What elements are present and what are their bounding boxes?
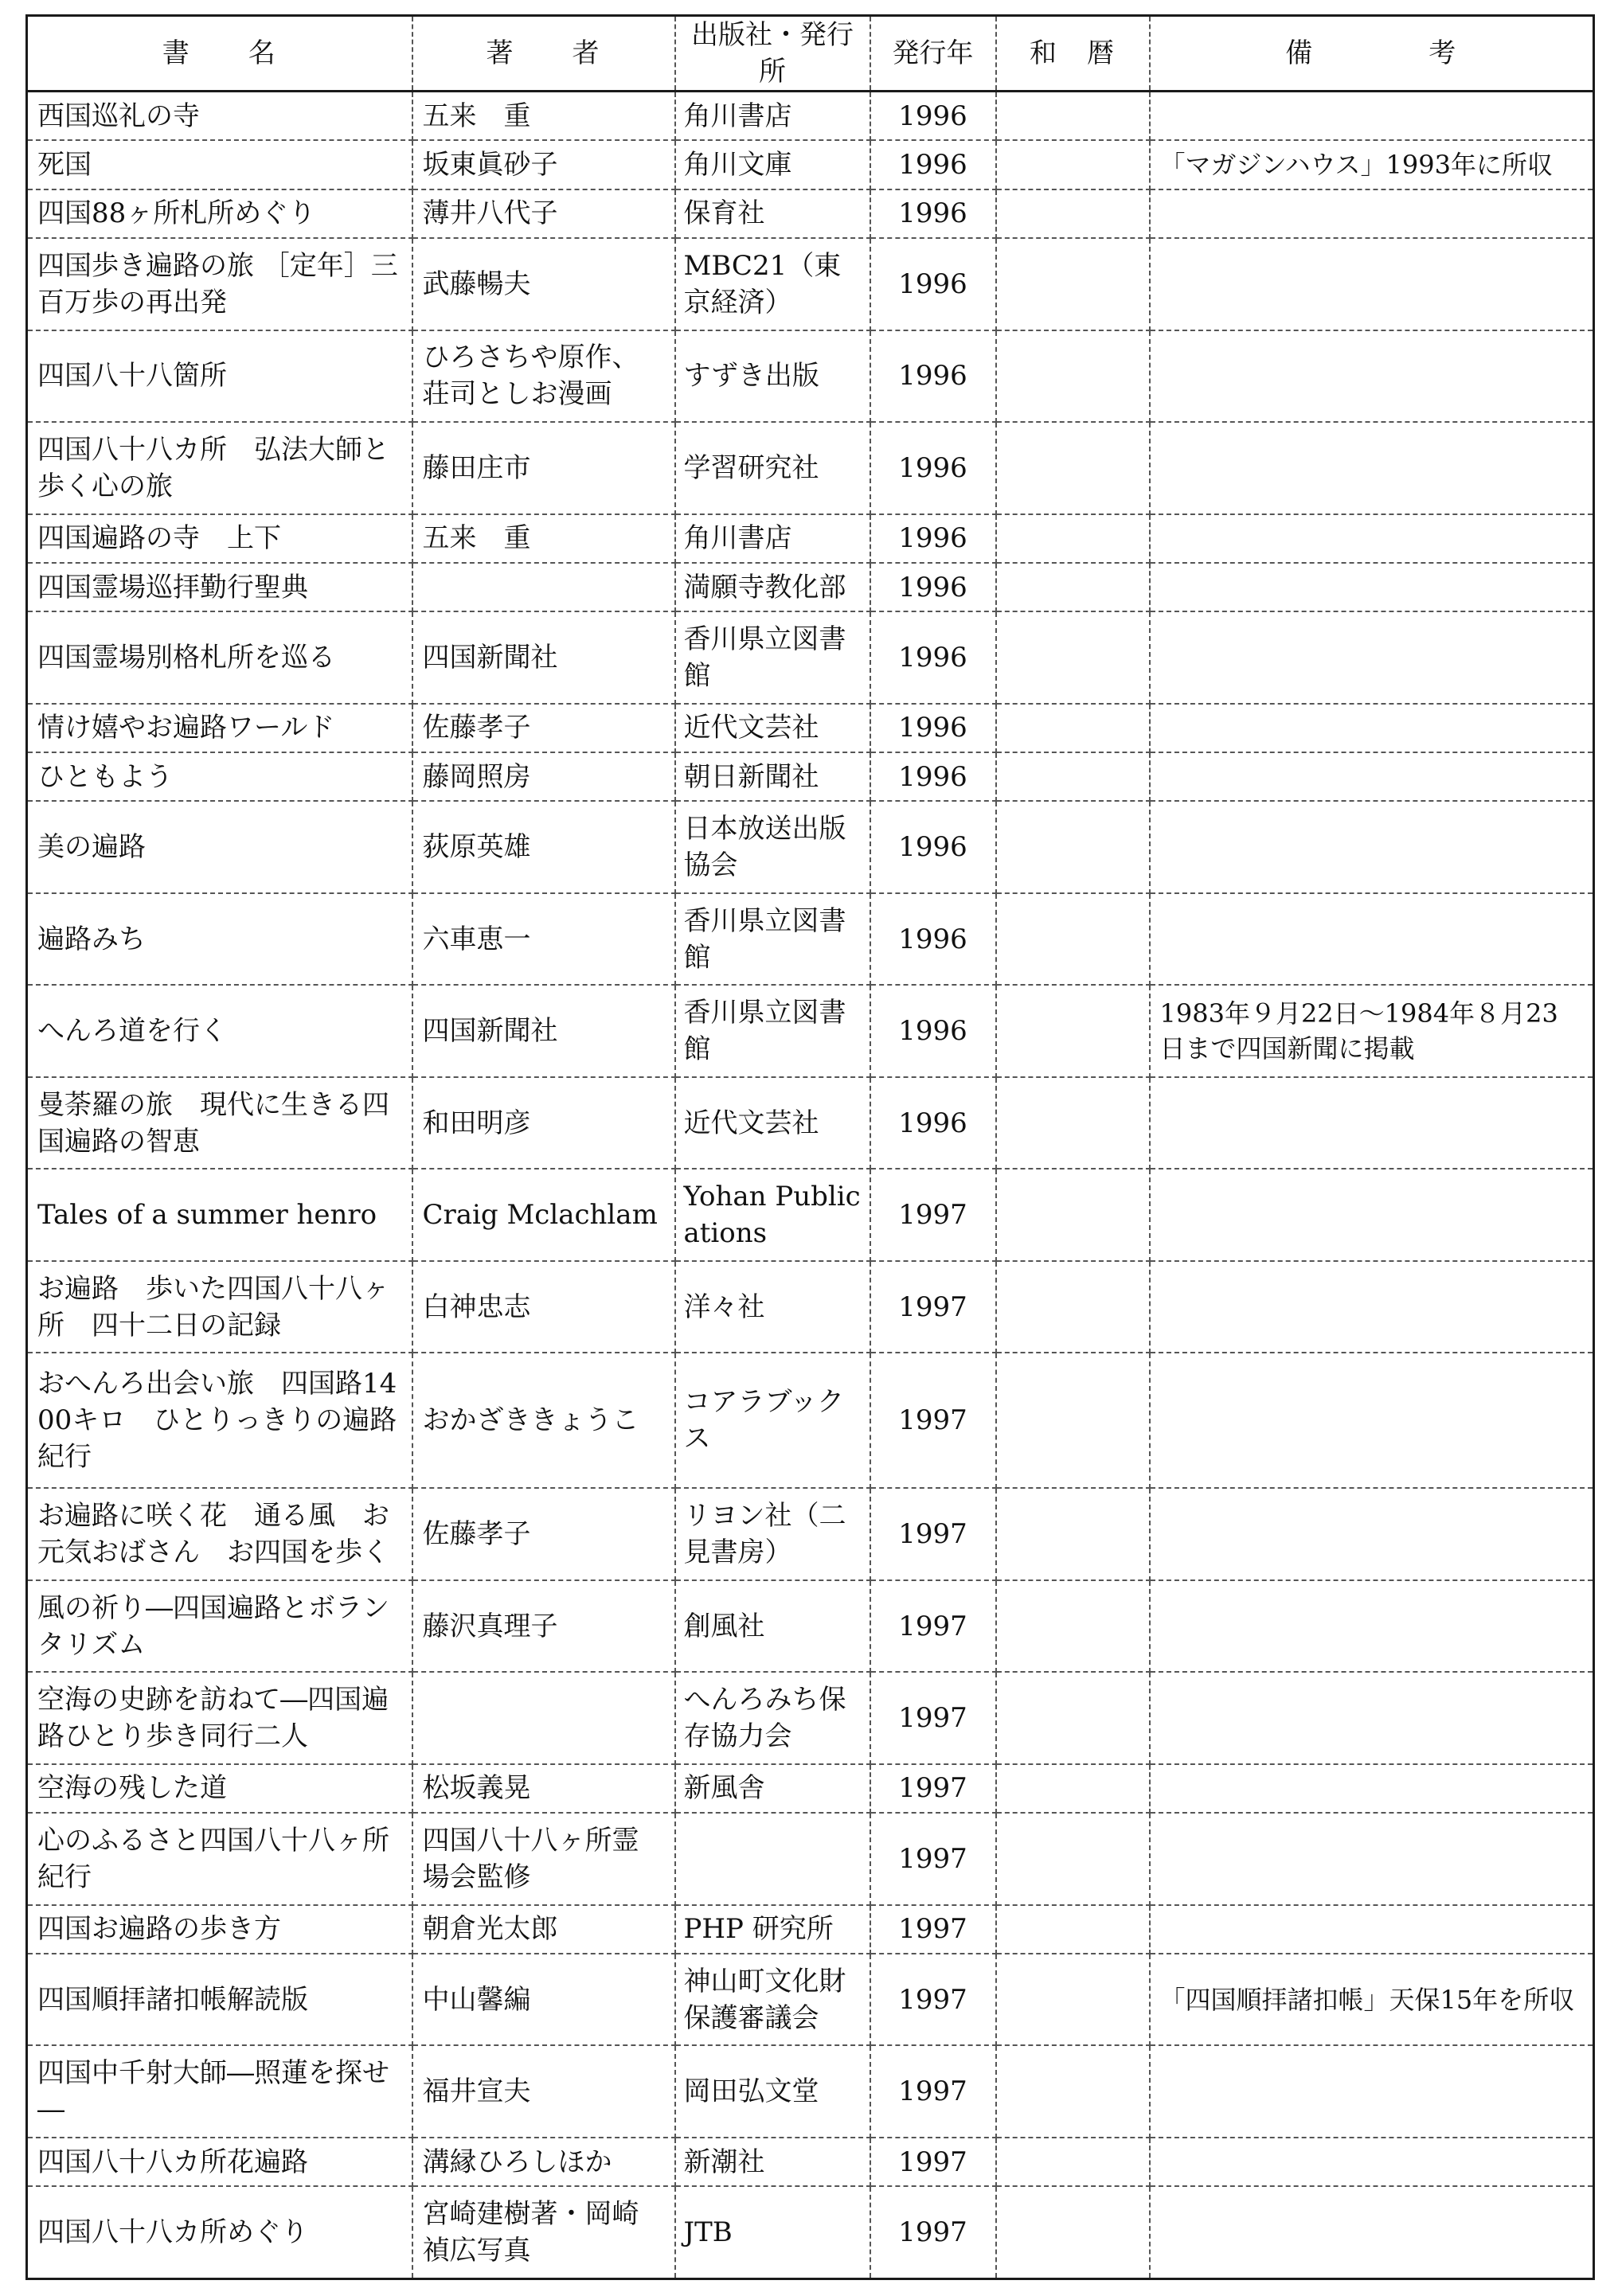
- cell-year: 1996: [870, 238, 996, 330]
- cell-notes: [1150, 1261, 1594, 1353]
- header-publisher: 出版社・発行所: [675, 16, 870, 92]
- header-author: 著 者: [412, 16, 675, 92]
- cell-notes: [1150, 801, 1594, 893]
- cell-year: 1996: [870, 611, 996, 704]
- cell-title: ひともよう: [27, 752, 412, 801]
- cell-year: 1997: [870, 1764, 996, 1813]
- cell-title: へんろ道を行く: [27, 985, 412, 1077]
- cell-author: 五来 重: [412, 514, 675, 563]
- table-row: [27, 92, 1594, 141]
- cell-notes: 1983年９月22日～1984年８月23日まで四国新聞に掲載: [1150, 985, 1594, 1077]
- cell-publisher: 近代文芸社: [675, 1077, 870, 1169]
- cell-era: [996, 752, 1150, 801]
- cell-author: 四国新聞社: [412, 611, 675, 704]
- cell-author: 白神忠志: [412, 1261, 675, 1353]
- cell-author: 中山馨編: [412, 1954, 675, 2046]
- cell-year: 1997: [870, 1353, 996, 1488]
- cell-era: [996, 1764, 1150, 1813]
- cell-notes: [1150, 189, 1594, 238]
- cell-title: 四国中千射大師―照蓮を探せ―: [27, 2045, 412, 2138]
- cell-notes: [1150, 2138, 1594, 2186]
- cell-era: [996, 1905, 1150, 1954]
- cell-publisher: 保育社: [675, 189, 870, 238]
- cell-publisher: 創風社: [675, 1580, 870, 1673]
- cell-year: 1996: [870, 752, 996, 801]
- cell-publisher: 香川県立図書館: [675, 985, 870, 1077]
- table-row: [27, 238, 1594, 330]
- cell-publisher: すずき出版: [675, 330, 870, 423]
- cell-year: 1996: [870, 140, 996, 189]
- cell-notes: [1150, 514, 1594, 563]
- cell-author: 四国八十八ヶ所霊場会監修: [412, 1813, 675, 1905]
- cell-title: 四国八十八カ所 弘法大師と歩く心の旅: [27, 422, 412, 514]
- cell-era: [996, 514, 1150, 563]
- cell-era: [996, 611, 1150, 704]
- cell-author: 藤岡照房: [412, 752, 675, 801]
- cell-era: [996, 801, 1150, 893]
- table-row: [27, 1077, 1594, 1169]
- cell-author: 和田明彦: [412, 1077, 675, 1169]
- cell-publisher: 神山町文化財保護審議会: [675, 1954, 870, 2046]
- cell-author: 五来 重: [412, 92, 675, 141]
- cell-publisher: 日本放送出版協会: [675, 801, 870, 893]
- header-year: 発行年: [870, 16, 996, 92]
- cell-year: 1997: [870, 1954, 996, 2046]
- table-row: [27, 1353, 1594, 1488]
- cell-era: [996, 1954, 1150, 2046]
- table-row: [27, 893, 1594, 986]
- table-row: [27, 801, 1594, 893]
- cell-era: [996, 330, 1150, 423]
- cell-author: 福井宣夫: [412, 2045, 675, 2138]
- cell-era: [996, 140, 1150, 189]
- cell-year: 1997: [870, 1488, 996, 1580]
- table-row: [27, 1580, 1594, 1673]
- cell-author: 荻原英雄: [412, 801, 675, 893]
- table-row: [27, 2045, 1594, 2138]
- cell-title: 美の遍路: [27, 801, 412, 893]
- cell-notes: [1150, 1077, 1594, 1169]
- cell-publisher: へんろみち保存協力会: [675, 1672, 870, 1764]
- cell-notes: 「四国順拝諸扣帳」天保15年を所収: [1150, 1954, 1594, 2046]
- cell-author: 武藤暢夫: [412, 238, 675, 330]
- cell-notes: [1150, 422, 1594, 514]
- cell-author: おかざききょうこ: [412, 1353, 675, 1488]
- cell-notes: [1150, 1580, 1594, 1673]
- cell-author: 藤沢真理子: [412, 1580, 675, 1673]
- cell-era: [996, 238, 1150, 330]
- cell-notes: [1150, 611, 1594, 704]
- cell-author: ひろさちや原作、荘司としお漫画: [412, 330, 675, 423]
- cell-title: 空海の残した道: [27, 1764, 412, 1813]
- cell-era: [996, 422, 1150, 514]
- table-row: [27, 1169, 1594, 1261]
- cell-era: [996, 2138, 1150, 2186]
- cell-year: 1997: [870, 1672, 996, 1764]
- cell-author: 松坂義晃: [412, 1764, 675, 1813]
- cell-author: [412, 563, 675, 611]
- table-row: [27, 514, 1594, 563]
- table-row: [27, 563, 1594, 611]
- cell-title: 四国順拝諸扣帳解読版: [27, 1954, 412, 2046]
- cell-publisher: 角川書店: [675, 514, 870, 563]
- cell-year: 1996: [870, 985, 996, 1077]
- cell-title: Tales of a summer henro: [27, 1169, 412, 1261]
- cell-author: 坂東眞砂子: [412, 140, 675, 189]
- cell-notes: [1150, 2045, 1594, 2138]
- cell-era: [996, 563, 1150, 611]
- cell-year: 1997: [870, 2138, 996, 2186]
- table-row: [27, 2138, 1594, 2186]
- cell-year: 1997: [870, 2045, 996, 2138]
- table-row: [27, 140, 1594, 189]
- cell-author: 藤田庄市: [412, 422, 675, 514]
- cell-title: 四国歩き遍路の旅 ［定年］三百万歩の再出発: [27, 238, 412, 330]
- cell-publisher: コアラブックス: [675, 1353, 870, 1488]
- cell-author: [412, 1672, 675, 1764]
- cell-era: [996, 1813, 1150, 1905]
- cell-title: 四国八十八カ所めぐり: [27, 2186, 412, 2278]
- cell-title: 四国遍路の寺 上下: [27, 514, 412, 563]
- cell-author: 溝縁ひろしほか: [412, 2138, 675, 2186]
- cell-era: [996, 1261, 1150, 1353]
- cell-era: [996, 1580, 1150, 1673]
- cell-publisher: 満願寺教化部: [675, 563, 870, 611]
- catalog-page: [25, 14, 1593, 2280]
- cell-year: 1996: [870, 704, 996, 752]
- cell-publisher: 香川県立図書館: [675, 611, 870, 704]
- cell-year: 1996: [870, 330, 996, 423]
- cell-title: 死国: [27, 140, 412, 189]
- cell-publisher: 学習研究社: [675, 422, 870, 514]
- cell-title: お遍路 歩いた四国八十八ヶ所 四十二日の記録: [27, 1261, 412, 1353]
- cell-year: 1996: [870, 189, 996, 238]
- cell-notes: [1150, 893, 1594, 986]
- table-row: [27, 1954, 1594, 2046]
- cell-notes: [1150, 2186, 1594, 2278]
- cell-notes: [1150, 752, 1594, 801]
- table-row: [27, 1672, 1594, 1764]
- cell-year: 1997: [870, 1905, 996, 1954]
- cell-year: 1996: [870, 514, 996, 563]
- table-row: [27, 1764, 1594, 1813]
- cell-title: 遍路みち: [27, 893, 412, 986]
- cell-year: 1997: [870, 1169, 996, 1261]
- cell-title: 四国88ヶ所札所めぐり: [27, 189, 412, 238]
- cell-author: 佐藤孝子: [412, 704, 675, 752]
- cell-publisher: 岡田弘文堂: [675, 2045, 870, 2138]
- cell-author: Craig Mclachlam: [412, 1169, 675, 1261]
- cell-publisher: 角川文庫: [675, 140, 870, 189]
- table-row: [27, 422, 1594, 514]
- cell-year: 1996: [870, 893, 996, 986]
- cell-author: 宮崎建樹著・岡崎禎広写真: [412, 2186, 675, 2278]
- table-row: [27, 1488, 1594, 1580]
- cell-era: [996, 985, 1150, 1077]
- cell-era: [996, 704, 1150, 752]
- cell-publisher: MBC21（東京経済）: [675, 238, 870, 330]
- cell-year: 1997: [870, 2186, 996, 2278]
- cell-notes: [1150, 1813, 1594, 1905]
- cell-publisher: 香川県立図書館: [675, 893, 870, 986]
- cell-publisher: リヨン社（二見書房）: [675, 1488, 870, 1580]
- cell-year: 1997: [870, 1813, 996, 1905]
- cell-year: 1996: [870, 422, 996, 514]
- cell-publisher: 朝日新聞社: [675, 752, 870, 801]
- header-era: 和 暦: [996, 16, 1150, 92]
- cell-publisher: PHP 研究所: [675, 1905, 870, 1954]
- header-row: [27, 16, 1594, 92]
- cell-title: 曼荼羅の旅 現代に生きる四国遍路の智恵: [27, 1077, 412, 1169]
- cell-publisher: [675, 1813, 870, 1905]
- cell-publisher: Yohan Publications: [675, 1169, 870, 1261]
- table-row: [27, 2186, 1594, 2278]
- cell-era: [996, 92, 1150, 141]
- cell-author: 四国新聞社: [412, 985, 675, 1077]
- table-row: [27, 752, 1594, 801]
- cell-era: [996, 893, 1150, 986]
- cell-notes: [1150, 1169, 1594, 1261]
- cell-notes: [1150, 330, 1594, 423]
- cell-year: 1997: [870, 1580, 996, 1673]
- cell-title: 風の祈り―四国遍路とボランタリズム: [27, 1580, 412, 1673]
- header-notes: 備 考: [1150, 16, 1594, 92]
- cell-title: 情け嬉やお遍路ワールド: [27, 704, 412, 752]
- cell-era: [996, 189, 1150, 238]
- table-header: [27, 16, 1594, 92]
- cell-year: 1997: [870, 1261, 996, 1353]
- table-row: [27, 1261, 1594, 1353]
- cell-author: 佐藤孝子: [412, 1488, 675, 1580]
- cell-year: 1996: [870, 563, 996, 611]
- cell-notes: [1150, 92, 1594, 141]
- cell-notes: [1150, 1672, 1594, 1764]
- cell-title: 心のふるさと四国八十八ヶ所紀行: [27, 1813, 412, 1905]
- cell-publisher: 洋々社: [675, 1261, 870, 1353]
- table-row: [27, 611, 1594, 704]
- header-title: 書 名: [27, 16, 412, 92]
- cell-author: 六車恵一: [412, 893, 675, 986]
- table-row: [27, 985, 1594, 1077]
- book-list-table: [25, 14, 1595, 2280]
- cell-era: [996, 2045, 1150, 2138]
- cell-title: 四国霊場別格札所を巡る: [27, 611, 412, 704]
- cell-notes: [1150, 1764, 1594, 1813]
- cell-notes: [1150, 1488, 1594, 1580]
- table-row: [27, 704, 1594, 752]
- cell-notes: [1150, 563, 1594, 611]
- cell-title: 空海の史跡を訪ねて―四国遍路ひとり歩き同行二人: [27, 1672, 412, 1764]
- cell-title: 西国巡礼の寺: [27, 92, 412, 141]
- cell-title: 四国霊場巡拝勤行聖典: [27, 563, 412, 611]
- cell-year: 1996: [870, 1077, 996, 1169]
- table-row: [27, 1905, 1594, 1954]
- cell-notes: [1150, 238, 1594, 330]
- cell-era: [996, 1488, 1150, 1580]
- cell-publisher: 角川書店: [675, 92, 870, 141]
- cell-year: 1996: [870, 92, 996, 141]
- cell-publisher: JTB: [675, 2186, 870, 2278]
- cell-title: 四国お遍路の歩き方: [27, 1905, 412, 1954]
- cell-era: [996, 1353, 1150, 1488]
- cell-era: [996, 2186, 1150, 2278]
- cell-notes: [1150, 1353, 1594, 1488]
- cell-era: [996, 1169, 1150, 1261]
- cell-title: お遍路に咲く花 通る風 お元気おばさん お四国を歩く: [27, 1488, 412, 1580]
- cell-notes: [1150, 704, 1594, 752]
- cell-notes: [1150, 1905, 1594, 1954]
- cell-title: 四国八十八カ所花遍路: [27, 2138, 412, 2186]
- table-body: [27, 92, 1594, 2279]
- cell-author: 朝倉光太郎: [412, 1905, 675, 1954]
- cell-author: 薄井八代子: [412, 189, 675, 238]
- cell-title: おへんろ出会い旅 四国路1400キロ ひとりっきりの遍路紀行: [27, 1353, 412, 1488]
- table-row: [27, 1813, 1594, 1905]
- cell-title: 四国八十八箇所: [27, 330, 412, 423]
- table-row: [27, 189, 1594, 238]
- cell-notes: 「マガジンハウス」1993年に所収: [1150, 140, 1594, 189]
- cell-publisher: 新潮社: [675, 2138, 870, 2186]
- cell-era: [996, 1077, 1150, 1169]
- cell-era: [996, 1672, 1150, 1764]
- cell-year: 1996: [870, 801, 996, 893]
- table-row: [27, 330, 1594, 423]
- cell-publisher: 新風舎: [675, 1764, 870, 1813]
- cell-publisher: 近代文芸社: [675, 704, 870, 752]
